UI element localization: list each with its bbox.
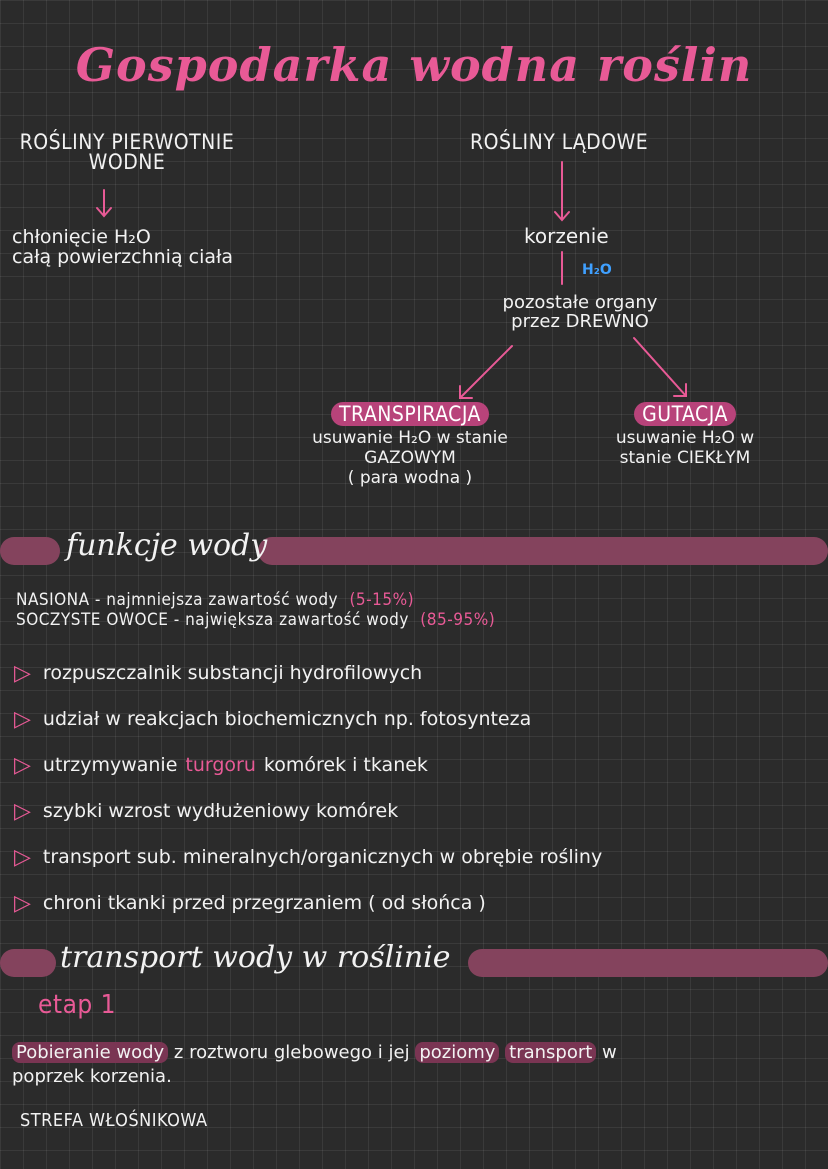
root-label: korzenie (524, 224, 609, 248)
organs-line1: pozostałe organy (502, 292, 658, 313)
triangle-bullet-icon: ▷ (14, 844, 31, 870)
list-item-text: transport sub. mineralnych/organicznych w obrębie rośliny (42, 846, 603, 868)
right-branch-heading: ROŚLINY LĄDOWE (470, 130, 649, 154)
triangle-bullet-icon: ▷ (14, 706, 31, 732)
guttation-line2: stanie CIEKŁYM (619, 448, 751, 468)
triangle-bullet-icon: ▷ (14, 752, 31, 778)
seeds-value: (5-15%) (349, 590, 415, 610)
transpiration-line1: usuwanie H₂O w stanie (312, 428, 508, 448)
left-text-line1: chłonięcie H₂O (12, 226, 151, 248)
list-item (14, 880, 602, 926)
list-item (14, 742, 602, 788)
transport-text: w (602, 1042, 617, 1063)
list-item (14, 834, 602, 880)
list-item-text: szybki wzrost wydłużeniowy komórek (42, 800, 399, 822)
triangle-bullet-icon: ▷ (14, 660, 31, 686)
fruits-text: SOCZYSTE OWOCE - największa zawartość wody (16, 610, 409, 630)
list-item (14, 696, 602, 742)
uptake-highlight: Pobieranie wody (12, 1042, 168, 1063)
functions-list (14, 650, 602, 926)
section-band-left (0, 537, 60, 565)
transport-text: z roztworu glebowego i jej (173, 1042, 410, 1063)
list-item-text: chroni tkanki przed przegrzaniem ( od słońca ) (42, 892, 486, 914)
transpiration-block (280, 402, 540, 488)
transpiration-label: TRANSPIRACJA (331, 402, 489, 426)
transport-heading: transport wody w roślinie (60, 940, 451, 975)
turgor-highlight: turgoru (185, 754, 256, 776)
page-title: Gospodarka wodna roślin (75, 38, 753, 92)
list-item-text: utrzymywanie (42, 754, 178, 776)
left-text-line2: całą powierzchnią ciała (12, 246, 234, 268)
organs-line2: przez DREWNO (511, 311, 649, 332)
zone-label: STREFA WŁOŚNIKOWA (20, 1110, 208, 1131)
transpiration-line3: ( para wodna ) (347, 468, 473, 488)
list-item-text: rozpuszczalnik substancji hydrofilowych (42, 662, 423, 684)
transport-line1 (12, 1042, 617, 1063)
left-heading-line2: WODNE (88, 150, 166, 174)
organs-text (480, 292, 680, 332)
section-band-right (468, 949, 828, 977)
triangle-bullet-icon: ▷ (14, 890, 31, 916)
transport-highlight: transport (505, 1042, 596, 1063)
arrow-right-down (555, 162, 569, 220)
h2o-label: H₂O (582, 262, 612, 278)
section-band-right (258, 537, 828, 565)
guttation-label: GUTACJA (634, 402, 736, 426)
arrow-left-down (97, 190, 111, 216)
seeds-text: NASIONA - najmniejsza zawartość wody (16, 590, 339, 610)
stage-label: etap 1 (38, 990, 117, 1020)
guttation-line1: usuwanie H₂O w (615, 428, 755, 448)
functions-heading: funkcje wody (66, 528, 268, 563)
left-heading-line1: ROŚLINY PIERWOTNIE (19, 130, 235, 154)
list-item-text: komórek i tkanek (263, 754, 428, 776)
fruits-value: (85-95%) (420, 610, 496, 630)
list-item-text: udział w reakcjach biochemicznych np. fotosynteza (42, 708, 532, 730)
seeds-line (16, 590, 414, 610)
list-item (14, 650, 602, 696)
arrow-to-guttation (634, 338, 686, 396)
guttation-block (590, 402, 780, 468)
horizontal-highlight: poziomy (415, 1042, 499, 1063)
transpiration-line2: GAZOWYM (364, 448, 456, 468)
left-branch-text (12, 226, 233, 268)
section-band-left (0, 949, 56, 977)
triangle-bullet-icon: ▷ (14, 798, 31, 824)
left-branch-heading (12, 130, 242, 174)
fruits-line (16, 610, 495, 630)
arrow-to-transpiration (460, 346, 512, 398)
transport-line2: poprzek korzenia. (12, 1066, 172, 1087)
list-item (14, 788, 602, 834)
